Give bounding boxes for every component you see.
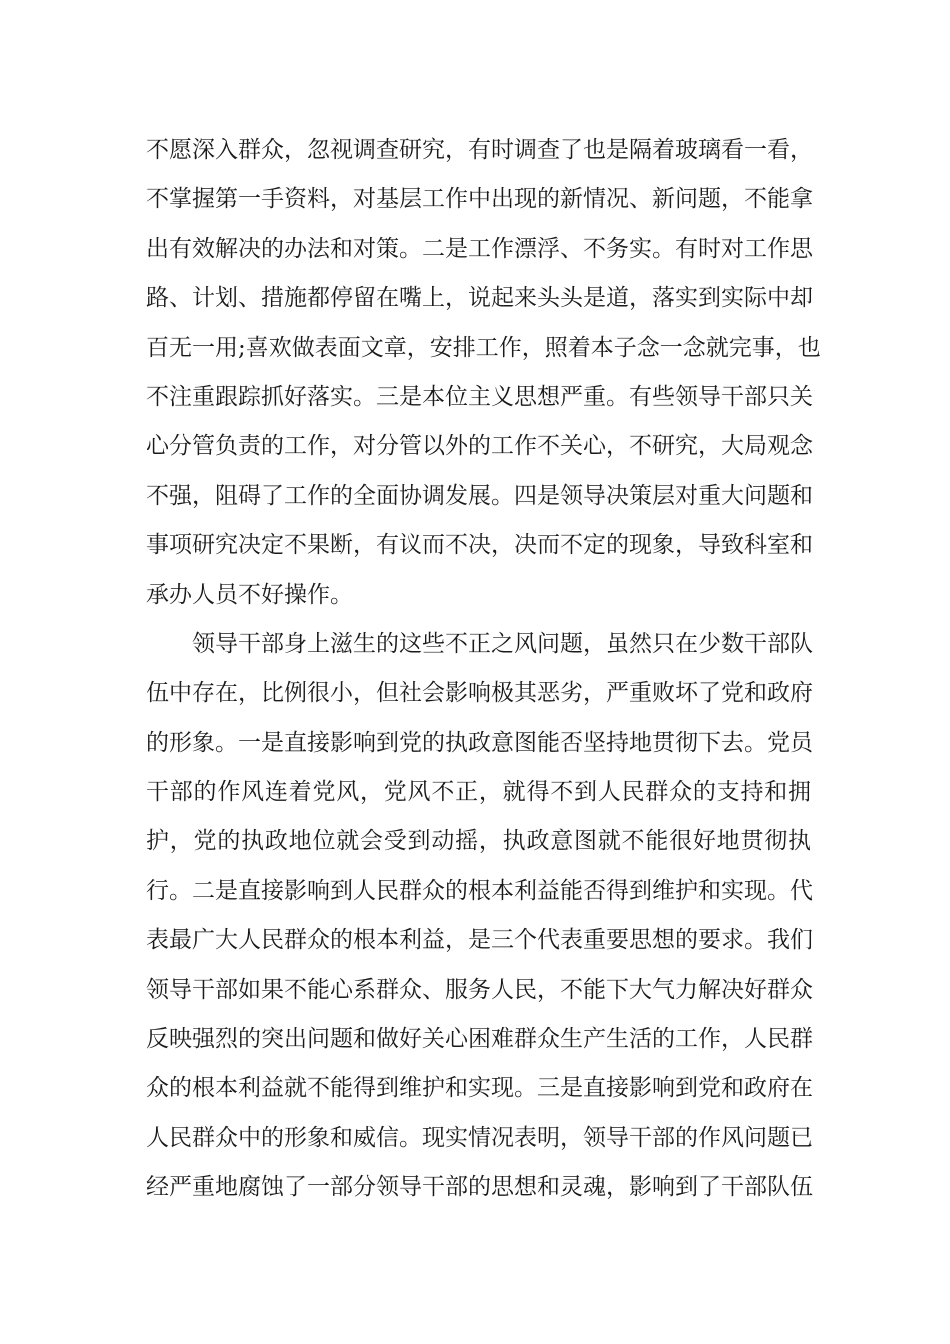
text-line: 领导干部如果不能心系群众、服务人民，不能下大气力解决好群众 [146,976,813,1003]
text-line: 护，党的执政地位就会受到动摇，执政意图就不能很好地贯彻执 [146,828,811,855]
text-line: 反映强烈的突出问题和做好关心困难群众生产生活的工作，人民群 [146,1026,813,1053]
text-line: 众的根本利益就不能得到维护和实现。三是直接影响到党和政府在 [146,1075,813,1102]
text-line: 出有效解决的办法和对策。二是工作漂浮、不务实。有时对工作思 [146,235,813,262]
text-line: 伍中存在，比例很小，但社会影响极其恶劣，严重败坏了党和政府 [146,680,813,707]
paragraph-end-line: 承办人员不好操作。 [146,581,353,608]
body-text [146,126,821,1213]
text-line: 干部的作风连着党风，党风不正，就得不到人民群众的支持和拥 [146,779,811,806]
text-line: 不注重跟踪抓好落实。三是本位主义思想严重。有些领导干部只关 [146,383,813,410]
text-line: 百无一用;喜欢做表面文章，安排工作，照着本子念一念就完事，也 [146,334,821,361]
text-line: 路、计划、措施都停留在嘴上，说起来头头是道，落实到实际中却 [146,285,813,312]
text-line: 不掌握第一手资料，对基层工作中出现的新情况、新问题，不能拿 [146,186,813,213]
text-line: 表最广大人民群众的根本利益，是三个代表重要思想的要求。我们 [146,927,813,954]
text-line: 不强，阻碍了工作的全面协调发展。四是领导决策层对重大问题和 [146,482,813,509]
text-line: 的形象。一是直接影响到党的执政意图能否坚持地贯彻下去。党员 [146,729,813,756]
text-line: 经严重地腐蚀了一部分领导干部的思想和灵魂，影响到了干部队伍 [146,1174,813,1201]
text-line: 行。二是直接影响到人民群众的根本利益能否得到维护和实现。代 [146,877,813,904]
text-line: 事项研究决定不果断，有议而不决，决而不定的现象，导致科室和 [146,532,813,559]
text-line: 心分管负责的工作，对分管以外的工作不关心，不研究，大局观念 [146,433,813,460]
text-line: 不愿深入群众，忽视调查研究，有时调查了也是隔着玻璃看一看， [146,137,813,163]
text-line: 人民群众中的形象和威信。现实情况表明，领导干部的作风问题已 [146,1124,813,1151]
paragraph-start-line: 领导干部身上滋生的这些不正之风问题，虽然只在少数干部队 [192,630,813,657]
